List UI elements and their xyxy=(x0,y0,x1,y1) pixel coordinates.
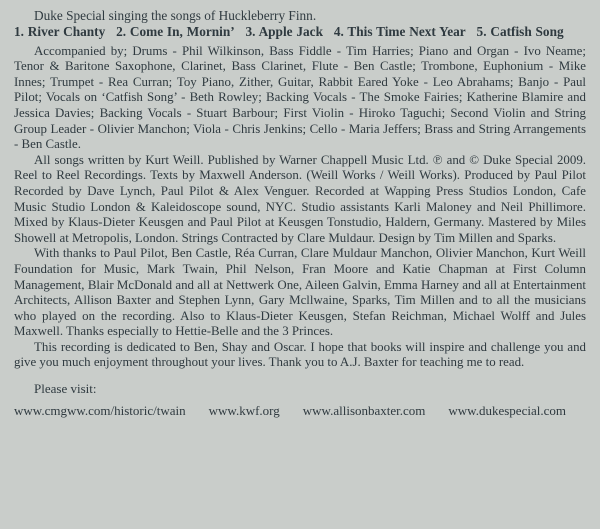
track-item: 4. This Time Next Year xyxy=(333,23,466,39)
visit-label: Please visit: xyxy=(34,381,97,397)
website-link: www.kwf.org xyxy=(208,402,280,418)
intro-line: Duke Special singing the songs of Huckleberry Finn. xyxy=(34,8,317,23)
track-item: 5. Catfish Song xyxy=(476,23,564,39)
track-item: 3. Apple Jack xyxy=(245,23,323,39)
credits-paragraph: All songs written by Kurt Weill. Published by Warner Chappell Music Ltd. ℗ and © Duke Special 2009. Reel to Reel Recordings. Texts by Maxwell Anderson. (Weill Works / Weill Works). Produced by Paul Pilot Recorded by Dave Lynch, Paul Pilot & Alex Venguer. Recorded at Wapping Press Studios London, Cafe Music Studio London & Kaleidoscope sound, NYC. Studio assistants Karli Maloney and Neil Phillimore. Mixed by Klaus-Dieter Keusgen and Paul Pilot at Keusgen Tonstudio, Haldern, Germany. Mastered by Miles Showell at Metropolis, London. Strings Contracted by Clare Muldaur. Design by Tim Millen and Sparks. xyxy=(14,152,586,245)
track-list xyxy=(14,24,586,40)
dedication-paragraph: This recording is dedicated to Ben, Shay and Oscar. I hope that books will inspire and challenge you and give you much enjoyment throughout your lives. Thank you to A.J. Baxter for teaching me to read. xyxy=(14,339,586,370)
website-link: www.allisonbaxter.com xyxy=(302,402,426,418)
website-link: www.cmgww.com/historic/twain xyxy=(14,402,186,418)
musicians-paragraph: Accompanied by; Drums - Phil Wilkinson, Bass Fiddle - Tim Harries; Piano and Organ - Ivo Neame; Tenor & Baritone Saxophone, Clarinet, Bass Clarinet, Flute - Ben Castle; Trombone, Euphonium - Mike Innes; Trumpet - Rea Curran; Toy Piano, Zither, Guitar, Rabbit Eared Yoke - Leo Abrahams; Banjo - Paul Pilot; Vocals on ‘Catfish Song’ - Beth Rowley; Backing Vocals - The Smoke Fairies; Katherine Blamire and Jessica Davies; Backing Vocals - Stuart Barbour; First Violin - Hiroko Taguchi; Second Violin and String Group Leader - Olivier Manchon; Viola - Chris Jenkins; Cello - Maria Jeffers; Brass and String Arrangements - Ben Castle. xyxy=(14,43,586,152)
thanks-paragraph: With thanks to Paul Pilot, Ben Castle, Réa Curran, Clare Muldaur Manchon, Olivier Manchon, Kurt Weill Foundation for Music, Mark Twain, Phil Nelson, Fran Moore and Katie Chapman at First Column Management, Blair McDonald and all at Nettwerk One, Aileen Galvin, Emma Harney and all at Entertainment Architects, Allison Baxter and Stephen Lynn, Gary Mcllwaine, Sparks, Tim Millen and to all the musicians who played on the recording. Also to Klaus-Dieter Keusgen, Stefan Reichman, Michael Wolff and Jules Maxwell. Thanks especially to Hettie-Belle and the 3 Princes. xyxy=(14,246,586,339)
website-links xyxy=(14,403,566,419)
track-item: 2. Come In, Mornin’ xyxy=(116,23,235,39)
track-item: 1. River Chanty xyxy=(14,23,106,39)
website-link: www.dukespecial.com xyxy=(448,402,566,418)
